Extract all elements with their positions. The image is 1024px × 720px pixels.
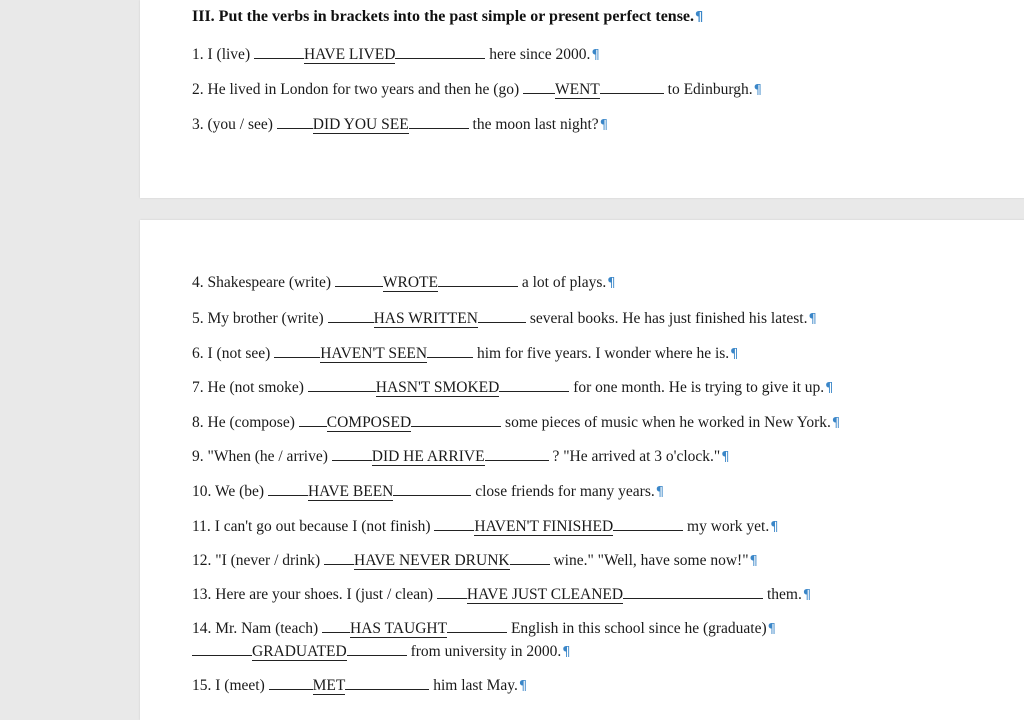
exercise-line (192, 79, 762, 101)
item-prompt: I (not see) (207, 345, 271, 362)
answer-blank-leading (328, 308, 374, 323)
item-rest: a lot of plays. (521, 274, 607, 291)
pilcrow-mark: ¶ (721, 450, 730, 465)
pilcrow-mark: ¶ (825, 381, 834, 396)
item-number: 9. (192, 448, 204, 465)
answer-blank-leading (308, 377, 376, 392)
item-prompt: I can't go out because I (not finish) (214, 518, 431, 535)
item-number: 4. (192, 274, 204, 291)
item-number: 14. (192, 620, 212, 637)
pilcrow-mark: ¶ (831, 416, 841, 431)
item-rest: for one month. He is trying to give it up. (573, 379, 825, 396)
answer-blank-leading (274, 343, 320, 358)
answer-text: DID YOU SEE (312, 116, 409, 133)
pilcrow-mark: ¶ (599, 118, 608, 133)
answer-blank-leading (299, 412, 327, 427)
item-rest: him last May. (433, 677, 518, 694)
answer-blank-leading (437, 584, 467, 599)
item-number: 7. (192, 379, 204, 396)
answer-blank-trailing (510, 550, 550, 565)
answer-blank-trailing (499, 377, 569, 392)
answer-text: HAVE JUST CLEANED (466, 586, 624, 603)
exercise-line (192, 412, 840, 434)
answer-text: WROTE (382, 274, 438, 291)
item-rest: from university in 2000. (410, 643, 562, 660)
item-rest: close friends for many years. (475, 483, 655, 500)
item-prompt: He (not smoke) (207, 379, 304, 396)
answer-text: HAVE BEEN (307, 483, 394, 500)
item-rest: them. (766, 586, 802, 603)
answer-blank-leading (192, 641, 252, 656)
answer-text: HAVE LIVED (303, 46, 396, 63)
exercise-line (192, 550, 758, 572)
item-prompt: (you / see) (207, 116, 273, 133)
exercise-line (192, 481, 664, 503)
item-number: 5. (192, 310, 204, 327)
item-number: 10. (192, 483, 212, 500)
answer-blank-leading (268, 481, 308, 496)
answer-blank-trailing (485, 446, 549, 461)
answer-blank-trailing (438, 272, 518, 287)
pilcrow-mark: ¶ (770, 520, 779, 535)
item-rest: English in this school since he (graduate) (510, 620, 767, 637)
item-prompt: Shakespeare (write) (207, 274, 332, 291)
pilcrow-mark: ¶ (562, 645, 571, 660)
answer-blank-trailing (478, 308, 526, 323)
item-rest: here since 2000. (489, 46, 591, 63)
answer-blank-leading (332, 446, 372, 461)
pilcrow-mark: ¶ (749, 554, 758, 569)
item-rest: ? "He arrived at 3 o'clock." (552, 448, 721, 465)
answer-blank-trailing (395, 44, 485, 59)
answer-blank-trailing (345, 675, 429, 690)
item-prompt: Mr. Nam (teach) (215, 620, 319, 637)
exercise-heading: III. Put the verbs in brackets into the past simple or present perfect tense.¶ (192, 8, 704, 25)
exercise-line (192, 343, 738, 365)
pilcrow-mark: ¶ (591, 48, 600, 63)
answer-blank-trailing (411, 412, 501, 427)
answer-blank-trailing (347, 641, 407, 656)
answer-blank-leading (322, 618, 350, 633)
exercise-line (192, 272, 616, 294)
item-number: 11. (192, 518, 211, 535)
pilcrow-mark: ¶ (655, 485, 665, 500)
answer-text: COMPOSED (326, 414, 412, 431)
answer-text: HAS WRITTEN (373, 310, 478, 327)
pilcrow-mark: ¶ (730, 347, 739, 362)
pilcrow-mark: ¶ (607, 276, 616, 291)
pilcrow-mark: ¶ (808, 312, 817, 327)
item-number: 12. (192, 552, 212, 569)
answer-text: HAS TAUGHT (350, 620, 448, 637)
answer-text: WENT (555, 81, 600, 98)
item-rest: some pieces of music when he worked in New York. (505, 414, 831, 431)
answer-blank-leading (335, 272, 383, 287)
item-rest: the moon last night? (472, 116, 599, 133)
item-rest: my work yet. (687, 518, 770, 535)
answer-blank-leading (277, 114, 313, 129)
answer-blank-trailing (447, 618, 507, 633)
exercise-line (192, 641, 571, 663)
answer-text: GRADUATED (252, 643, 347, 660)
exercise-line (192, 44, 600, 66)
exercise-line (192, 114, 608, 136)
exercise-line (192, 446, 730, 468)
item-rest: to Edinburgh. (667, 81, 753, 98)
item-prompt: Here are your shoes. I (just / clean) (215, 586, 434, 603)
item-prompt: He (compose) (207, 414, 295, 431)
answer-blank-trailing (393, 481, 471, 496)
answer-text: MET (312, 677, 346, 694)
exercise-line (192, 308, 817, 330)
item-prompt: I (live) (207, 46, 251, 63)
answer-blank-trailing (427, 343, 473, 358)
pilcrow-mark: ¶ (767, 622, 776, 637)
item-rest: wine." "Well, have some now!" (553, 552, 749, 569)
item-prompt: "I (never / drink) (215, 552, 321, 569)
answer-text: HASN'T SMOKED (375, 379, 500, 396)
item-number: 13. (192, 586, 212, 603)
answer-text: HAVEN'T FINISHED (474, 518, 614, 535)
item-prompt: "When (he / arrive) (207, 448, 328, 465)
exercise-line (192, 516, 779, 538)
item-number: 2. (192, 81, 204, 98)
item-number: 3. (192, 116, 204, 133)
answer-blank-trailing (613, 516, 683, 531)
item-rest: several books. He has just finished his latest. (529, 310, 808, 327)
item-number: 15. (192, 677, 212, 694)
item-number: 6. (192, 345, 204, 362)
pilcrow-mark: ¶ (518, 679, 528, 694)
answer-blank-trailing (623, 584, 763, 599)
pilcrow-mark: ¶ (753, 83, 762, 98)
answer-blank-leading (324, 550, 354, 565)
pilcrow-mark: ¶ (695, 10, 704, 25)
item-prompt: We (be) (214, 483, 265, 500)
item-prompt: He lived in London for two years and then he (go) (207, 81, 520, 98)
exercise-line (192, 377, 833, 399)
answer-blank-leading (523, 79, 555, 94)
answer-blank-leading (254, 44, 304, 59)
item-prompt: I (meet) (215, 677, 265, 694)
answer-blank-trailing (600, 79, 664, 94)
answer-blank-trailing (409, 114, 469, 129)
item-number: 8. (192, 414, 204, 431)
answer-text: HAVE NEVER DRUNK (354, 552, 510, 569)
item-rest: him for five years. I wonder where he is. (476, 345, 730, 362)
item-prompt: My brother (write) (207, 310, 324, 327)
exercise-line (192, 584, 811, 606)
answer-blank-leading (269, 675, 313, 690)
item-number: 1. (192, 46, 204, 63)
document-page-1 (140, 0, 1024, 198)
pilcrow-mark: ¶ (802, 588, 812, 603)
answer-text: DID HE ARRIVE (371, 448, 485, 465)
exercise-line (192, 675, 527, 697)
answer-blank-leading (434, 516, 474, 531)
exercise-line (192, 618, 776, 640)
document-page-2 (140, 220, 1024, 720)
answer-text: HAVEN'T SEEN (320, 345, 428, 362)
